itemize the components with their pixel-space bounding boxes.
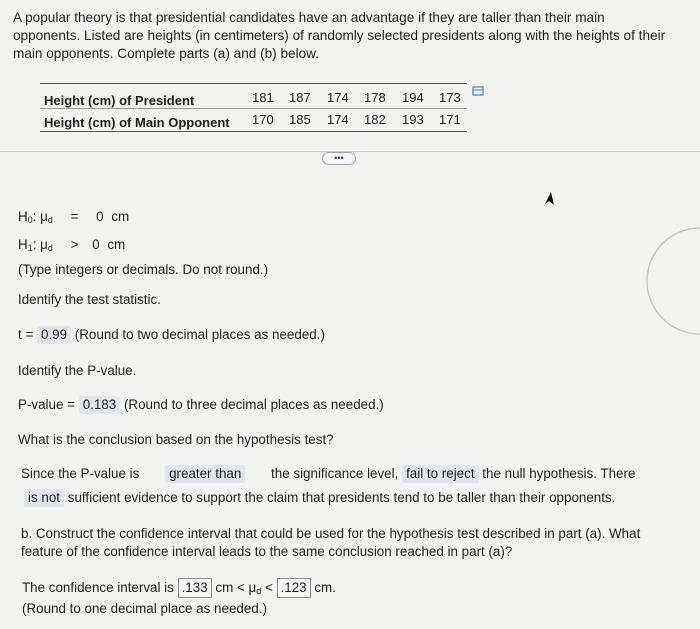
ci-upper-input[interactable]: .123	[277, 578, 311, 598]
h0-value: 0	[96, 209, 104, 224]
president-row-label: Height (cm) of President	[44, 93, 195, 108]
table-cell: 174	[327, 90, 349, 105]
h0-symbol: H	[18, 209, 28, 224]
table-mid-rule	[40, 108, 467, 109]
table-cell: 181	[252, 90, 274, 105]
ci-unit-lower: cm <	[215, 580, 245, 595]
table-cell: 185	[289, 112, 311, 127]
pvalue-prompt: Identify the P-value.	[18, 363, 137, 378]
ci-param-subscript: d	[256, 586, 262, 596]
part-b-line-2: feature of the confidence interval leads to the same conclusion reached in part (a)?	[21, 544, 513, 559]
ci-unit-upper: cm.	[314, 580, 336, 595]
conclusion-text: sufficient evidence to support the claim that presidents tend to be taller than their opponents.	[67, 490, 616, 505]
table-cell: 171	[439, 112, 461, 127]
ci-param: μ	[248, 580, 257, 595]
table-cell: 182	[364, 112, 386, 127]
intro-line-2: opponents. Listed are heights (in centimeters) of randomly selected presidents along with the heights of their	[13, 28, 666, 43]
hypotheses-note: (Type integers or decimals. Do not round.)	[18, 262, 269, 277]
table-top-rule	[40, 83, 467, 84]
table-cell: 187	[289, 90, 311, 105]
table-cell: 178	[364, 90, 386, 105]
table-bottom-rule	[40, 131, 467, 132]
h1-param: μ	[40, 237, 48, 252]
table-cell: 194	[402, 90, 424, 105]
table-cell: 173	[439, 90, 461, 105]
h1-param-subscript: d	[47, 243, 53, 253]
h0-param-subscript: d	[47, 215, 53, 225]
ci-note: (Round to one decimal place as needed.)	[22, 601, 267, 616]
conclusion-line-1	[21, 465, 635, 483]
part-b-line-1: b. Construct the confidence interval that could be used for the hypothesis test described in part (a). What	[21, 526, 641, 541]
test-stat-label: t =	[18, 327, 34, 342]
table-cell: 170	[252, 112, 274, 127]
ci-less-than: <	[264, 580, 273, 595]
h1-subscript: 1	[27, 243, 33, 253]
pvalue-label: P-value =	[18, 397, 75, 412]
h0-param: μ	[40, 209, 48, 224]
conclusion-prompt: What is the conclusion based on the hypothesis test?	[18, 432, 334, 447]
intro-text	[13, 9, 665, 63]
opponent-row-label: Height (cm) of Main Opponent	[44, 115, 230, 130]
partial-circle-decoration	[645, 226, 700, 336]
ci-lower-input[interactable]: .133	[178, 578, 212, 598]
h1-operator: >	[70, 237, 79, 252]
decision-dropdown[interactable]: fail to reject	[402, 465, 478, 483]
conclusion-text: Since the P-value is	[21, 466, 140, 481]
comparison-dropdown[interactable]: greater than	[165, 465, 245, 483]
pvalue-note: (Round to three decimal places as needed.)	[123, 397, 384, 412]
test-stat-note: (Round to two decimal places as needed.)	[74, 327, 325, 342]
expand-more-button[interactable]: •••	[322, 152, 356, 165]
alt-hypothesis: $H_1$: $\mu_d > 0$ cm	[18, 237, 126, 253]
confidence-interval-line	[22, 578, 336, 598]
conclusion-text: the null hypothesis. There	[482, 466, 636, 481]
evidence-dropdown[interactable]: is not	[24, 489, 64, 507]
pvalue-answer[interactable]: 0.183	[79, 396, 121, 414]
h1-symbol: H	[18, 237, 28, 252]
test-stat-line	[18, 326, 325, 344]
pvalue-line	[18, 396, 384, 414]
table-cell: 193	[402, 112, 424, 127]
h1-unit: cm	[107, 237, 126, 252]
copy-table-icon[interactable]	[472, 86, 484, 96]
conclusion-text: the significance level,	[271, 466, 399, 481]
intro-line-1: A popular theory is that presidential candidates have an advantage if they are taller than their main	[13, 10, 605, 25]
intro-line-3: main opponents. Complete parts (a) and (b) below.	[13, 46, 320, 61]
conclusion-line-2	[24, 489, 615, 507]
table-cell: 174	[327, 112, 349, 127]
ci-label: The confidence interval is	[22, 580, 174, 595]
test-stat-prompt: Identify the test statistic.	[18, 292, 161, 307]
h1-value: 0	[92, 237, 100, 252]
null-hypothesis: $H_0$: $\mu_d = 0$ cm	[18, 209, 130, 225]
mouse-cursor-icon	[542, 191, 558, 207]
test-stat-answer[interactable]: 0.99	[37, 326, 71, 344]
h0-unit: cm	[111, 209, 130, 224]
h0-subscript: 0	[27, 215, 33, 225]
h0-operator: =	[70, 209, 79, 224]
